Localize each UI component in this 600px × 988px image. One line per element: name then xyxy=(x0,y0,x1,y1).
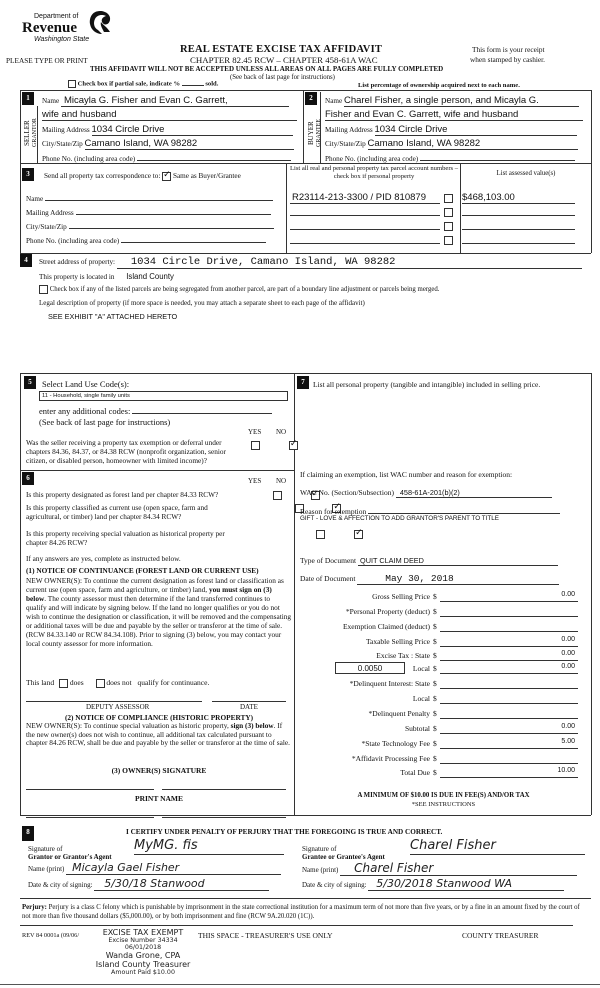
assessed-value-2[interactable] xyxy=(462,206,575,216)
section7-number: 7 xyxy=(297,376,309,389)
current-use-question: Is this property classified as current use (open space, farm and agricultural, or timber) land per chapter 84.34 RCW? xyxy=(26,503,208,521)
section1-left-border xyxy=(20,90,21,163)
grantee-date-city-row xyxy=(302,877,564,891)
does-qualify-checkbox[interactable] xyxy=(59,679,68,688)
ownership-note: List percentage of ownership acquired next to each name. xyxy=(358,82,520,89)
grantor-signature-field[interactable]: MyMG. fis xyxy=(134,838,284,855)
form-subtitle: CHAPTER 82.45 RCW – CHAPTER 458-61A WAC xyxy=(190,55,378,65)
local-rate-box[interactable]: 0.0050 xyxy=(335,662,405,674)
doc-date-label: Date of Document xyxy=(300,574,356,583)
segregated-row xyxy=(39,285,440,294)
partial-sale-row xyxy=(68,80,218,88)
grantee-name-line2[interactable]: Fisher and Evan C. Garrett, wife and husband xyxy=(325,109,583,121)
parcel-personal-checkbox-2[interactable] xyxy=(444,208,453,217)
parcel-number-2[interactable] xyxy=(290,206,440,216)
grantor-date-city-row xyxy=(28,877,269,891)
exemption-yes-checkbox[interactable] xyxy=(251,441,260,450)
corr-name-label: Name xyxy=(26,195,44,203)
correspondence-label: Send all property tax correspondence to: xyxy=(44,172,161,181)
subtotal-field[interactable]: 0.00 xyxy=(440,723,578,734)
dor-swirl-icon xyxy=(88,10,112,36)
corr-mailing-field[interactable] xyxy=(76,207,271,215)
segregated-label: Check box if any of the listed parcels are being segregated from another parcel, are part of a boundary line adjustment or parcels being merged. xyxy=(49,286,440,294)
perjury-certification: I CERTIFY UNDER PENALTY OF PERJURY THAT THE FOREGOING IS TRUE AND CORRECT. xyxy=(126,828,443,836)
grantor-phone-field[interactable] xyxy=(137,152,291,161)
fee-row-delinquent-interest-state: *Delinquent Interest: State $ xyxy=(300,677,590,691)
fee-row-taxable: Taxable Selling Price $ 0.00 xyxy=(300,635,590,649)
grantee-print-name-label: Name (print) xyxy=(302,866,339,874)
grantee-name-label: Name xyxy=(325,97,343,105)
corr-city-row xyxy=(26,221,274,231)
grantee-city-row xyxy=(325,138,578,150)
fee-row-personal-property: *Personal Property (deduct) $ xyxy=(300,605,590,619)
grantor-print-name-label: Name (print) xyxy=(28,865,65,873)
dor-logo xyxy=(22,10,122,46)
excise-state-field[interactable]: 0.00 xyxy=(440,650,578,661)
parcel-row-3 xyxy=(290,220,590,232)
treasurer-stamp xyxy=(88,928,198,976)
section1-side-divider xyxy=(37,106,38,163)
corr-phone-field[interactable] xyxy=(121,235,266,243)
county-treasurer-label: COUNTY TREASURER xyxy=(462,931,539,940)
grantee-mailing-row xyxy=(325,124,577,136)
grantee-phone-row xyxy=(325,152,575,163)
minimum-due-note: A MINIMUM OF $10.00 IS DUE IN FEE(S) AND/OR TAX xyxy=(357,792,530,799)
fee-row-technology-fee: *State Technology Fee $ 5.00 xyxy=(300,737,590,751)
land-use-label: Select Land Use Code(s): xyxy=(42,379,130,389)
grantee-date-city-label: Date & city of signing: xyxy=(302,881,367,889)
grantee-signature-label: Signature of Grantee or Grantee's Agent xyxy=(302,845,385,861)
fee-row-delinquent-interest-local: Local $ xyxy=(300,692,590,706)
section2-side-divider xyxy=(320,92,321,163)
personal-property-field[interactable] xyxy=(440,606,578,617)
deputy-assessor-label: DEPUTY ASSESSOR xyxy=(86,703,150,711)
section8-bottom-border xyxy=(20,898,591,899)
exemption-no-checkbox[interactable] xyxy=(289,441,298,450)
fee-row-excise-state: Excise Tax : State $ 0.00 xyxy=(300,649,590,663)
grantor-name-label: Name xyxy=(42,97,60,105)
completion-warning: THIS AFFIDAVIT WILL NOT BE ACCEPTED UNLESS ALL AREAS ON ALL PAGES ARE FULLY COMPLETED xyxy=(90,65,444,73)
corr-mailing-row xyxy=(26,207,271,217)
reason-label: Reason for exemption xyxy=(300,507,367,516)
grantee-print-name-row xyxy=(302,861,577,876)
grantor-mailing-label: Mailing Address xyxy=(42,126,90,134)
grantor-name-line2[interactable]: wife and husband xyxy=(42,109,297,121)
grantee-name-line1[interactable]: Charel Fisher, a single person, and Micayla G. xyxy=(344,95,579,107)
partial-sale-percent[interactable] xyxy=(182,85,204,86)
legal-description-field[interactable]: SEE EXHIBIT "A" ATTACHED HERETO xyxy=(48,312,178,321)
grantor-print-name-row xyxy=(28,861,281,875)
excise-local-field[interactable]: 0.00 xyxy=(440,663,578,674)
section6-yes-header: YES xyxy=(248,477,262,485)
doc-type-field[interactable]: QUIT CLAIM DEED xyxy=(358,556,558,566)
owner-signature-line-1 xyxy=(26,789,154,790)
grantee-mailing-field[interactable]: 1034 Circle Drive xyxy=(375,124,577,136)
owner-signature-label: (3) OWNER(S) SIGNATURE xyxy=(111,766,207,775)
logo-line2: Revenue xyxy=(22,20,77,36)
grantee-mailing-label: Mailing Address xyxy=(325,126,373,134)
forest-land-yes-checkbox[interactable] xyxy=(273,491,282,500)
section5-no-header: NO xyxy=(276,428,287,436)
wac-row xyxy=(300,488,552,498)
correspondence-row xyxy=(44,172,241,181)
personal-property-label: List all personal property (tangible and intangible) included in selling price. xyxy=(313,380,541,389)
delinquent-penalty-field[interactable] xyxy=(440,708,578,719)
grantor-name-row xyxy=(42,95,297,107)
section1-number: 1 xyxy=(22,92,34,105)
qualify-label: qualify for continuance. xyxy=(137,678,210,687)
same-as-buyer-checkbox[interactable] xyxy=(162,172,171,181)
grantee-phone-field[interactable] xyxy=(420,152,575,161)
grantor-name-line1[interactable]: Micayla G. Fisher and Evan C. Garrett, xyxy=(61,95,289,107)
assessor-date-label: DATE xyxy=(240,703,258,711)
parcel-row-4 xyxy=(290,234,590,246)
grantor-city-label: City/State/Zip xyxy=(42,140,83,148)
section6-no-header: NO xyxy=(276,477,287,485)
same-as-buyer-label: Same as Buyer/Grantee xyxy=(172,172,241,181)
additional-codes-row xyxy=(39,405,272,416)
form-title: REAL ESTATE EXCISE TAX AFFIDAVIT xyxy=(180,44,383,55)
section2-right-border xyxy=(591,90,592,253)
assessed-value-4[interactable] xyxy=(462,234,575,244)
perjury-notice: Perjury: Perjury is a class C felony which is punishable by imprisonment in the state correctional institution for a maximum term of not more than five years, or by a fine in an amount fixed by the court of not more than five thousand dollars ($5,000.00), or by both imprisonment and fine (RCW 9A.20.020 (1C)). xyxy=(22,904,580,920)
corr-name-field[interactable] xyxy=(45,193,273,201)
fee-row-gross: Gross Selling Price $ 0.00 xyxy=(300,590,590,604)
form-number: REV 84 0001a (09/06/ xyxy=(22,932,80,939)
delinquent-interest-local-field[interactable] xyxy=(440,693,578,704)
section6-top-border xyxy=(20,470,294,471)
grantor-mailing-field[interactable]: 1034 Circle Drive xyxy=(92,124,293,136)
footer-bottom-border xyxy=(0,984,600,985)
corr-mailing-label: Mailing Address xyxy=(26,209,74,217)
grantee-name-row xyxy=(325,95,579,107)
gross-selling-price-field[interactable]: 0.00 xyxy=(440,591,578,602)
grantee-signature-field[interactable]: Charel Fisher xyxy=(410,838,585,855)
grantor-phone-label: Phone No. (including area code) xyxy=(42,155,136,163)
located-field[interactable]: Island County xyxy=(126,272,174,281)
parcel-number-4[interactable] xyxy=(290,234,440,244)
section1-top-border xyxy=(20,90,591,91)
reason-line xyxy=(368,505,560,514)
parcel-number-1[interactable]: R23114-213-3300 / PID 810879 xyxy=(290,192,440,204)
exemption-intro: If claiming an exemption, list WAC number and reason for exemption: xyxy=(300,470,513,479)
assessor-date-line xyxy=(212,701,286,702)
does-not-label: does not xyxy=(106,678,132,687)
section3-left-border xyxy=(20,163,21,253)
section5-number: 5 xyxy=(24,376,36,389)
doc-type-label: Type of Document xyxy=(300,556,357,565)
legal-description-label: Legal description of property (if more space is needed, you may attach a separate sheet to each page of the affidavit) xyxy=(39,299,365,307)
historic-no-checkbox[interactable] xyxy=(354,530,363,539)
parcel-personal-checkbox-3[interactable] xyxy=(444,222,453,231)
fee-row-exemption: Exemption Claimed (deduct) $ xyxy=(300,620,590,634)
historic-question: Is this property receiving special valuation as historical property per chapter 84.26 RCW? xyxy=(26,529,225,547)
grantee-city-label: City/State/Zip xyxy=(325,140,366,148)
located-row xyxy=(39,272,174,281)
grantor-city-field[interactable]: Camano Island, WA 98282 xyxy=(85,138,294,150)
logo-line1: Department of xyxy=(34,13,79,20)
doc-date-row xyxy=(300,573,559,585)
parcel-row-1 xyxy=(290,192,590,204)
delinquent-interest-state-field[interactable] xyxy=(440,678,578,689)
see-back-note: (See back of last page for instructions) xyxy=(230,74,335,81)
owner-signature-line-2 xyxy=(162,789,286,790)
street-address-row xyxy=(39,256,582,269)
stamp-amount: Amount Paid $10.00 xyxy=(111,969,175,976)
historic-yes-checkbox[interactable] xyxy=(316,530,325,539)
print-name-line-1 xyxy=(26,817,154,818)
notice-compliance-body: NEW OWNER(S): To continue special valuation as historic property, sign (3) below. If the new owner(s) does not wish to continue, all additional tax calculated pursuant to chapter 84.26 RCW, shall be due and payable by the seller or transferor at the time of sale. xyxy=(26,721,290,747)
grantor-date-city-label: Date & city of signing: xyxy=(28,881,93,889)
fee-row-excise-local: Local $ 0.00 xyxy=(300,662,590,676)
section3-top-border xyxy=(20,163,591,164)
grantor-mailing-row xyxy=(42,124,293,136)
grantor-signature-label: Signature of Grantor or Grantor's Agent xyxy=(28,845,112,861)
this-land-label: This land xyxy=(26,678,55,687)
section7-right-border xyxy=(591,373,592,815)
corr-city-label: City/State/Zip xyxy=(26,223,67,231)
section3-parcel-divider xyxy=(286,163,287,253)
notice-compliance-title: (2) NOTICE OF COMPLIANCE (HISTORIC PROPERTY) xyxy=(64,713,254,722)
processing-fee-field[interactable] xyxy=(440,753,578,764)
fee-row-total-due: Total Due $ 10.00 xyxy=(300,766,590,780)
additional-codes-field[interactable] xyxy=(132,405,272,414)
exemption-claimed-field[interactable] xyxy=(440,621,578,632)
section4-number: 4 xyxy=(20,254,32,267)
stamp-excise-number: Excise Number 34334 xyxy=(108,937,178,944)
taxable-selling-price-field[interactable]: 0.00 xyxy=(440,636,578,647)
treasurer-use-label: THIS SPACE - TREASURER'S USE ONLY xyxy=(198,931,333,940)
section8-number: 8 xyxy=(22,826,34,841)
notice-continuance-body: NEW OWNER(S): To continue the current designation as forest land or classification as current use (open space, farm and agriculture, or timber) land, you must sign on (3) below. The county assessor must then determine if the land transferred continues to qualify and will indicate by signing below. If the land no longer qualifies or you do not wish to continue the designation or classification, it will be removed and the compensating or additional taxes will be due and payable by the seller or transferor at the time of sale. (RCW 84.33.140 or RCW 84.34.108). Prior to signing (3) below, you may contact your local county assessor for more information. xyxy=(26,576,292,648)
fee-row-processing-fee: *Affidavit Processing Fee $ xyxy=(300,752,590,766)
exemption-question: Was the seller receiving a property tax exemption or deferral under chapters 84.36, 84.37, or 84.38 RCW (nonprofit organization, senior citizen, or disabled person, homeowner with limited income)? xyxy=(26,438,226,465)
corr-phone-row xyxy=(26,235,266,245)
does-not-qualify-checkbox[interactable] xyxy=(96,679,105,688)
section2-side-label: BUYER GRANTEE xyxy=(307,119,322,147)
grantor-name-row2 xyxy=(42,109,297,121)
receipt-note-2: when stamped by cashier. xyxy=(470,55,545,64)
fee-row-delinquent-penalty: *Delinquent Penalty $ xyxy=(300,707,590,721)
parcel-number-3[interactable] xyxy=(290,220,440,230)
street-address-field[interactable]: 1034 Circle Drive, Camano Island, WA 98282 xyxy=(117,256,582,269)
section2-number: 2 xyxy=(305,92,317,105)
partial-sale-sold: sold. xyxy=(205,80,219,88)
section8-top-border xyxy=(20,815,591,816)
section5-see-back: (See back of last page for instructions) xyxy=(39,417,171,427)
section5-left-border xyxy=(20,373,21,815)
segregated-checkbox[interactable] xyxy=(39,285,48,294)
reason-field[interactable]: GIFT - LOVE & AFFECTION TO ADD GRANTOR'S PARENT TO TITLE xyxy=(300,515,499,522)
assessed-value-1[interactable]: $468,103.00 xyxy=(462,192,575,204)
section-divider-1-2 xyxy=(303,90,304,163)
parcel-personal-checkbox-1[interactable] xyxy=(444,194,453,203)
section5-top-border xyxy=(20,373,591,374)
forest-land-question: Is this property designated as forest land per chapter 84.33 RCW? xyxy=(26,490,219,499)
wac-label: WAC No. (Section/Subsection) xyxy=(300,488,394,497)
notice-continuance-title: (1) NOTICE OF CONTINUANCE (FOREST LAND OR CURRENT USE) xyxy=(26,566,259,575)
parcel-row-2 xyxy=(290,206,590,218)
print-name-line-2 xyxy=(162,817,286,818)
street-address-label: Street address of property: xyxy=(39,258,116,266)
continuance-row xyxy=(26,678,209,688)
grantor-date-city-field[interactable]: 5/30/18 Stanwood xyxy=(94,877,269,891)
doc-type-row xyxy=(300,556,558,566)
section6-number: 6 xyxy=(22,472,34,485)
land-use-select[interactable]: 11 - Household, single family units xyxy=(39,391,288,401)
total-due-field[interactable]: 10.00 xyxy=(440,767,578,778)
deputy-assessor-line xyxy=(26,701,202,702)
stamp-office: Island County Treasurer xyxy=(95,960,191,969)
parcel-personal-checkbox-4[interactable] xyxy=(444,236,453,245)
if-yes-note: If any answers are yes, complete as instructed below. xyxy=(26,554,181,563)
grantee-name-row2 xyxy=(325,109,583,121)
corr-phone-label: Phone No. (including area code) xyxy=(26,237,120,245)
corr-city-field[interactable] xyxy=(69,221,274,229)
parcels-header: List all real and personal property tax parcel account numbers – check box if personal property xyxy=(289,165,459,180)
section3-number: 3 xyxy=(22,168,34,181)
print-name-label: PRINT NAME xyxy=(135,794,183,803)
technology-fee-field[interactable]: 5.00 xyxy=(440,738,578,749)
partial-sale-label: Check box if partial sale, indicate % xyxy=(77,80,181,88)
doc-date-field[interactable]: May 30, 2018 xyxy=(357,573,559,585)
partial-sale-checkbox[interactable] xyxy=(68,80,76,88)
please-type-note: PLEASE TYPE OR PRINT xyxy=(6,56,88,65)
stamp-title: EXCISE TAX EXEMPT xyxy=(102,928,184,937)
section3-bottom-border xyxy=(20,253,591,254)
grantee-city-field[interactable]: Camano Island, WA 98282 xyxy=(368,138,578,150)
section5-yes-header: YES xyxy=(248,428,262,436)
fee-row-subtotal: Subtotal $ 0.00 xyxy=(300,722,590,736)
stamp-name: Wanda Grone, CPA xyxy=(105,951,181,960)
grantor-print-name-field[interactable]: Micayla Gael Fisher xyxy=(66,861,281,875)
assessed-value-3[interactable] xyxy=(462,220,575,230)
receipt-note-1: This form is your receipt xyxy=(472,45,545,54)
grantor-phone-row xyxy=(42,152,291,163)
grantee-date-city-field[interactable]: 5/30/2018 Stanwood WA xyxy=(368,877,564,891)
assessed-header: List assessed value(s) xyxy=(496,170,556,177)
perjury-underline xyxy=(20,925,573,926)
located-label: This property is located in xyxy=(39,273,115,281)
grantee-phone-label: Phone No. (including area code) xyxy=(325,155,419,163)
logo-line3: Washington State xyxy=(34,36,90,43)
grantee-print-name-field[interactable]: Charel Fisher xyxy=(340,861,577,876)
additional-codes-label: enter any additional codes: xyxy=(39,406,131,416)
wac-field[interactable]: 458-61A-201(b)(2) xyxy=(396,488,552,498)
grantor-city-row xyxy=(42,138,294,150)
stamp-date: 06/01/2018 xyxy=(124,944,162,951)
corr-name-row xyxy=(26,193,273,203)
section1-side-label: SELLER GRANTOR xyxy=(23,118,38,148)
see-instructions-note: *SEE INSTRUCTIONS xyxy=(411,801,476,808)
does-label: does xyxy=(69,678,84,687)
